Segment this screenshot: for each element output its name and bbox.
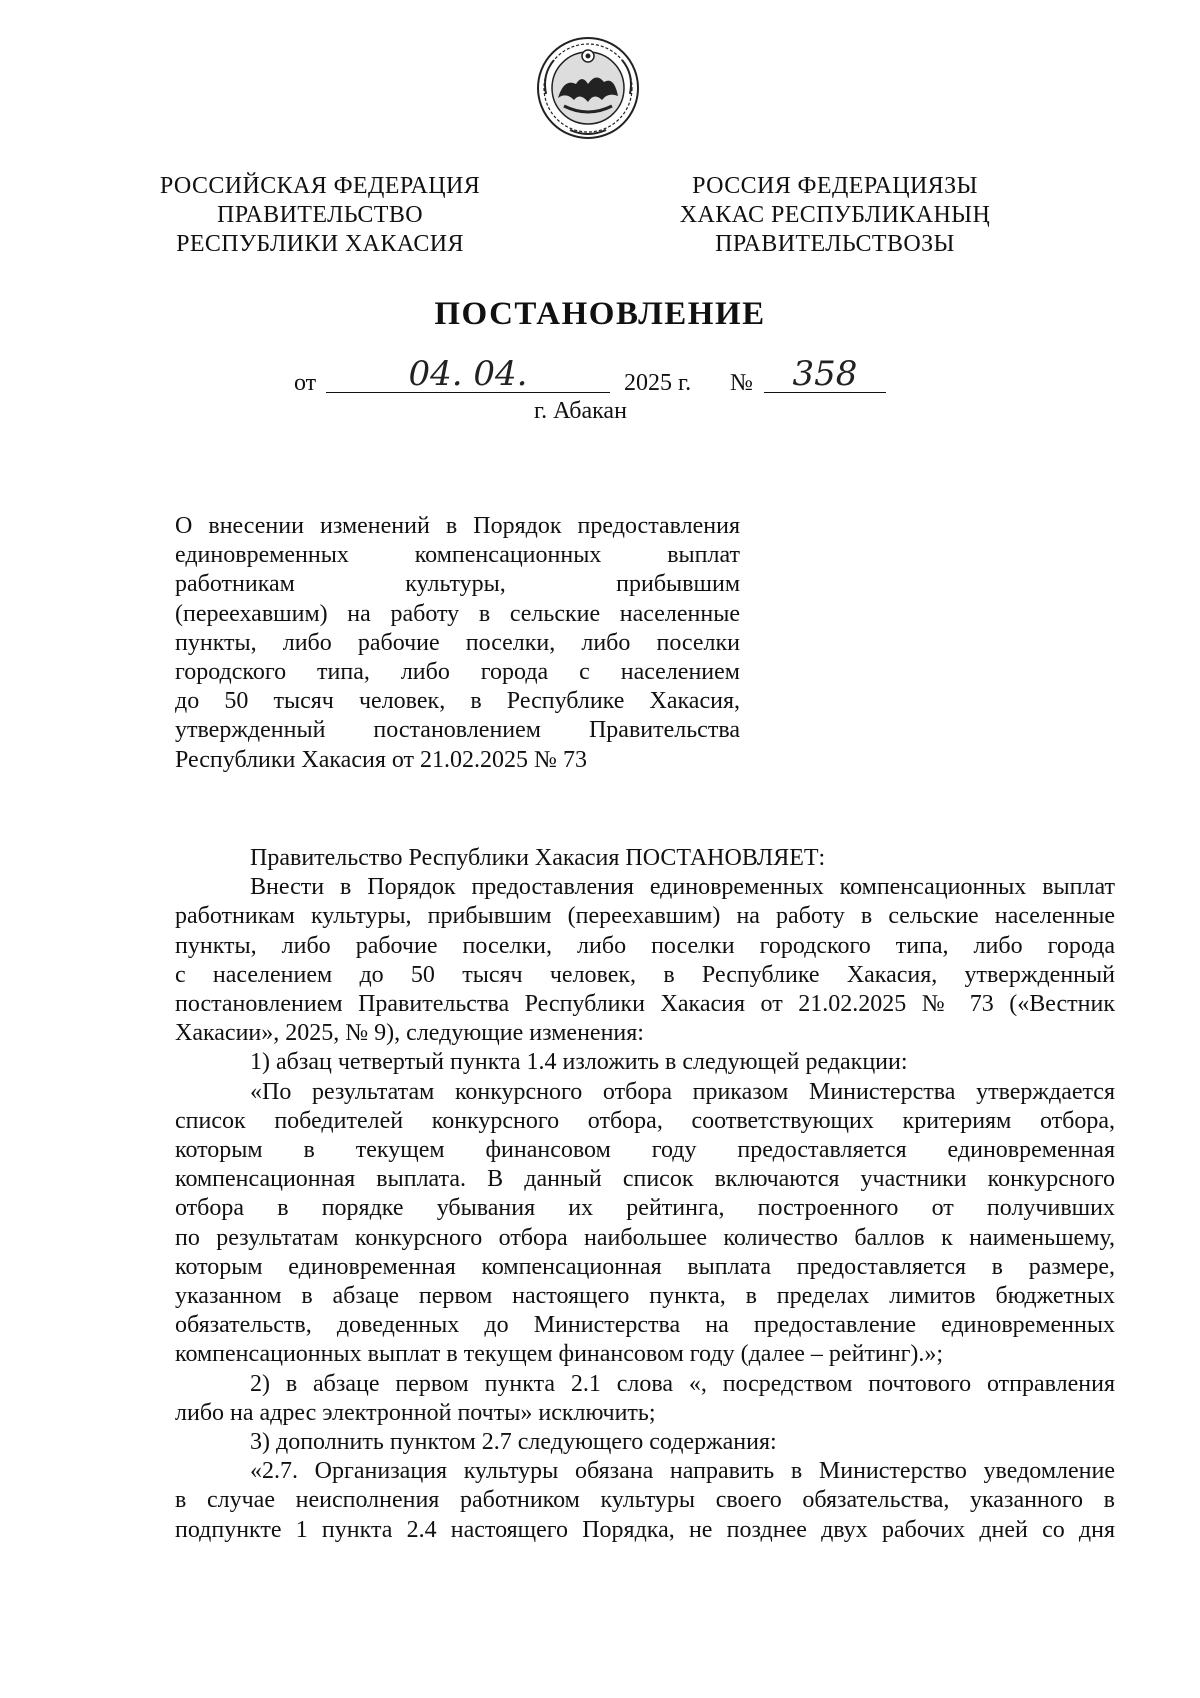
body-line: обязательств, доведенных до Министерства на предоставление единовременных — [175, 1312, 1115, 1339]
city: г. Абакан — [534, 398, 627, 424]
body-line: работникам культуры, прибывшим (переехавшим) на работу в сельские населенные — [175, 903, 1115, 930]
body-line: отбора в порядке убывания их рейтинга, построенного от получивших — [175, 1195, 1115, 1222]
body-line: пункты, либо рабочие поселки, либо поселки городского типа, либо города — [175, 932, 1115, 959]
body-line: Хакасии», 2025, № 9), следующие изменения: — [175, 1020, 644, 1047]
subject-line: пункты, либо рабочие поселки, либо поселки — [175, 629, 740, 656]
body-line: либо на адрес электронной почты» исключить; — [175, 1399, 656, 1426]
document-body — [175, 844, 1115, 1545]
number-label: № — [730, 370, 753, 396]
body-line: 1) абзац четвертый пункта 1.4 изложить в следующей редакции: — [250, 1049, 908, 1076]
body-line: список победителей конкурсного отбора, соответствующих критериям отбора, — [175, 1107, 1115, 1134]
year-label: 2025 г. — [624, 370, 692, 396]
header-left-line: РЕСПУБЛИКИ ХАКАСИЯ — [176, 231, 464, 257]
body-line: подпункте 1 пункта 2.4 настоящего Порядка, не позднее двух рабочих дней со дня — [175, 1516, 1115, 1543]
subject-line: единовременных компенсационных выплат — [175, 542, 740, 569]
header-right-line: РОССИЯ ФЕДЕРАЦИЯЗЫ — [692, 173, 978, 199]
subject-line: работникам культуры, прибывшим — [175, 571, 740, 598]
body-line: 2) в абзаце первом пункта 2.1 слова «, посредством почтового отправления — [250, 1370, 1115, 1397]
body-line: «По результатам конкурсного отбора приказом Министерства утверждается — [250, 1078, 1115, 1105]
date-handwritten: 04. 04. — [326, 358, 610, 393]
body-line: в случае неисполнения работником культуры своего обязательства, указанного в — [175, 1487, 1115, 1514]
header-right-line: ХАКАС РЕСПУБЛИКАНЫҢ — [679, 202, 991, 228]
body-line: 3) дополнить пунктом 2.7 следующего содержания: — [250, 1429, 777, 1456]
body-line: которым в текущем финансовом году предоставляется единовременная — [175, 1137, 1115, 1164]
body-line: постановлением Правительства Республики Хакасия от 21.02.2025 № 73 («Вестник — [175, 991, 1115, 1018]
subject-line: городского типа, либо города с населением — [175, 659, 740, 686]
header-left — [130, 172, 510, 259]
header-right — [645, 172, 1025, 259]
body-line: Внести в Порядок предоставления единовременных компенсационных выплат — [250, 874, 1115, 901]
body-line: компенсационная выплата. В данный список включаются участники конкурсного — [175, 1166, 1115, 1193]
document-subject — [175, 512, 740, 775]
header-left-line: ПРАВИТЕЛЬСТВО — [217, 202, 423, 228]
body-line: которым единовременная компенсационная выплата предоставляется в размере, — [175, 1253, 1115, 1280]
number-handwritten: 358 — [764, 358, 886, 393]
header-left-line: РОССИЙСКАЯ ФЕДЕРАЦИЯ — [159, 173, 481, 199]
body-line: указанном в абзаце первом настоящего пункта, в пределах лимитов бюджетных — [175, 1283, 1115, 1310]
header-right-line: ПРАВИТЕЛЬСТВОЗЫ — [715, 231, 955, 257]
subject-line: утвержденный постановлением Правительства — [175, 717, 740, 744]
coat-of-arms-icon — [534, 34, 642, 142]
body-line: с населением до 50 тысяч человек, в Республике Хакасия, утвержденный — [175, 961, 1115, 988]
from-label: от — [294, 370, 317, 396]
body-line: компенсационных выплат в текущем финансовом году (далее – рейтинг).»; — [175, 1341, 944, 1368]
body-line: по результатам конкурсного отбора наибольшее количество баллов к наименьшему, — [175, 1224, 1115, 1251]
subject-line: О внесении изменений в Порядок предоставления — [175, 513, 740, 539]
subject-line: до 50 тысяч человек, в Республике Хакасия, — [175, 688, 740, 715]
subject-line: Республики Хакасия от 21.02.2025 № 73 — [175, 746, 587, 773]
body-line: Правительство Республики Хакасия ПОСТАНОВЛЯЕТ: — [250, 845, 826, 871]
subject-line: (переехавшим) на работу в сельские населенные — [175, 600, 740, 627]
body-line: «2.7. Организация культуры обязана направить в Министерство уведомление — [250, 1458, 1115, 1485]
document-type: ПОСТАНОВЛЕНИЕ — [434, 296, 766, 332]
